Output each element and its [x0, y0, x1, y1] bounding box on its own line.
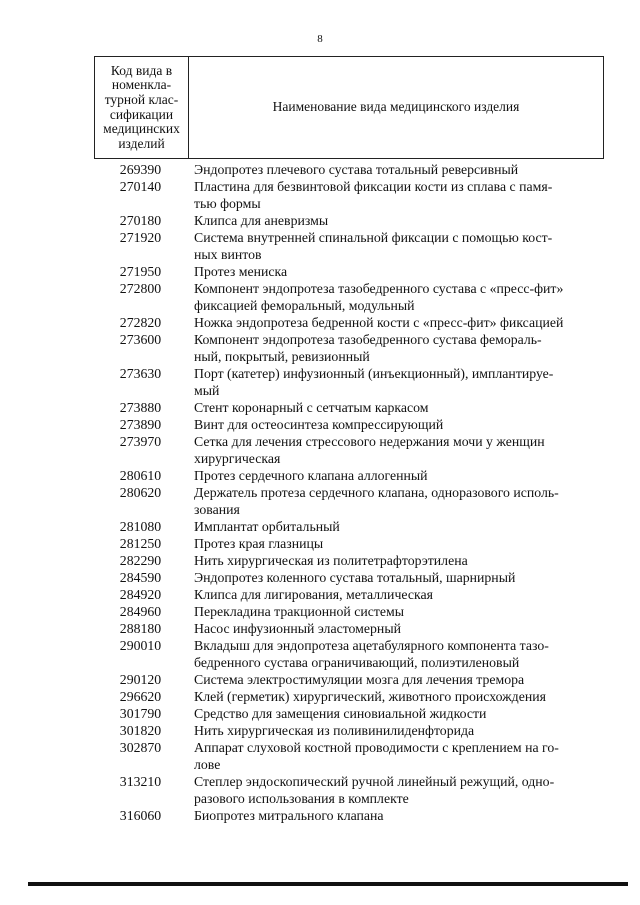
table-row: [94, 722, 604, 739]
code-header-line: номенкла-: [111, 77, 172, 93]
device-code: 269390: [119, 162, 162, 177]
table-row: [94, 671, 604, 688]
device-code: 273600: [119, 332, 162, 347]
table-row: [94, 399, 604, 416]
device-name: [187, 688, 604, 705]
table-row: [94, 314, 604, 331]
device-name: [187, 161, 604, 178]
table-row: [94, 416, 604, 433]
device-name-line: Перекладина тракционной системы: [194, 604, 405, 619]
table-row: [94, 637, 604, 671]
device-name-line: Компонент эндопротеза тазобедренного сустава фемораль-: [194, 332, 542, 347]
device-name: [187, 722, 604, 739]
table-row: [94, 467, 604, 484]
device-name: [187, 620, 604, 637]
device-name-line: Держатель протеза сердечного клапана, одноразового исполь-: [194, 485, 559, 500]
device-name: [187, 433, 604, 467]
code-header-line: сификации: [109, 106, 174, 122]
device-name-line: разового использования в комплекте: [194, 791, 409, 806]
device-name: [187, 365, 604, 399]
device-name-line: Клей (герметик) хирургический, животного происхождения: [194, 689, 546, 704]
table-row: [94, 569, 604, 586]
table-row: [94, 365, 604, 399]
table-header: [94, 56, 604, 159]
table-row: [94, 331, 604, 365]
device-name-line: Клипса для лигирования, металлическая: [194, 587, 433, 602]
device-code: 288180: [119, 621, 162, 636]
device-name-line: ный, покрытый, ревизионный: [194, 349, 370, 364]
device-name-line: Аппарат слуховой костной проводимости с креплением на го-: [194, 740, 559, 755]
table-row: [94, 603, 604, 620]
device-name: [187, 280, 604, 314]
table-row: [94, 161, 604, 178]
table-row: [94, 535, 604, 552]
table-row: [94, 586, 604, 603]
device-name-line: Нить хирургическая из политетрафторэтилена: [194, 553, 468, 568]
device-name-line: мый: [194, 383, 220, 398]
device-code: 270180: [119, 213, 162, 228]
device-name-line: Пластина для безвинтовой фиксации кости из сплава с памя-: [194, 179, 553, 194]
device-name-line: хирургическая: [194, 451, 281, 466]
device-name-line: Нить хирургическая из поливинилиденфторида: [194, 723, 475, 738]
device-code: 296620: [119, 689, 162, 704]
device-code: 270140: [119, 179, 162, 194]
table-row: [94, 807, 604, 824]
device-code: 301790: [119, 706, 162, 721]
device-name: [187, 586, 604, 603]
table-row: [94, 705, 604, 722]
device-code: 301820: [119, 723, 162, 738]
device-name-line: Вкладыш для эндопротеза ацетабулярного компонента тазо-: [194, 638, 549, 653]
table-row: [94, 688, 604, 705]
device-name: [187, 807, 604, 824]
code-header-line: изделий: [118, 135, 165, 151]
table-row: [94, 739, 604, 773]
device-name: [187, 705, 604, 722]
device-name: [187, 263, 604, 280]
table-row: [94, 620, 604, 637]
code-column-header: [95, 57, 189, 159]
device-code: 282290: [119, 553, 162, 568]
device-name: [187, 552, 604, 569]
table-row: [94, 518, 604, 535]
device-code: 273970: [119, 434, 162, 449]
device-name-line: Винт для остеосинтеза компрессирующий: [194, 417, 444, 432]
device-code: 313210: [119, 774, 162, 789]
device-name: [187, 569, 604, 586]
table-row: [94, 280, 604, 314]
device-name-line: Степлер эндоскопический ручной линейный режущий, одно-: [194, 774, 555, 789]
device-code: 284960: [119, 604, 162, 619]
table-row: [94, 552, 604, 569]
device-name: [187, 484, 604, 518]
device-name-line: Протез края глазницы: [194, 536, 324, 551]
table-row: [94, 773, 604, 807]
device-name: [187, 229, 604, 263]
device-list: [94, 161, 604, 824]
device-name-line: Имплантат орбитальный: [194, 519, 340, 534]
device-name-line: лове: [194, 757, 221, 772]
device-code: 273630: [119, 366, 162, 381]
table-row: [94, 484, 604, 518]
bottom-rule: [28, 882, 628, 886]
device-name: [187, 178, 604, 212]
device-name: [187, 314, 604, 331]
device-code: 302870: [119, 740, 162, 755]
device-name-line: тью формы: [194, 196, 261, 211]
device-name: [187, 671, 604, 688]
device-code: 290120: [119, 672, 162, 687]
device-code: 272820: [119, 315, 162, 330]
code-header-line: Код вида в: [110, 62, 173, 78]
device-code: 272800: [119, 281, 162, 296]
table-row: [94, 433, 604, 467]
device-name-line: Система электростимуляции мозга для лечения тремора: [194, 672, 525, 687]
device-code: 271950: [119, 264, 162, 279]
device-name-line: фиксацией феморальный, модульный: [194, 298, 415, 313]
device-name-line: Сетка для лечения стрессового недержания мочи у женщин: [194, 434, 545, 449]
table-row: [94, 263, 604, 280]
device-code: 281250: [119, 536, 162, 551]
page-number: 8: [317, 33, 323, 45]
device-name: [187, 467, 604, 484]
device-name: [187, 535, 604, 552]
device-name: [187, 518, 604, 535]
device-code: 271920: [119, 230, 162, 245]
device-code: 280620: [119, 485, 162, 500]
device-name-line: бедренного сустава ограничивающий, полиэтиленовый: [194, 655, 520, 670]
device-name: [187, 212, 604, 229]
name-column-header: Наименование вида медицинского изделия: [189, 57, 604, 159]
device-code: 316060: [119, 808, 162, 823]
device-name: [187, 399, 604, 416]
device-code: 273890: [119, 417, 162, 432]
device-code: 281080: [119, 519, 162, 534]
device-name: [187, 331, 604, 365]
device-name: [187, 416, 604, 433]
device-name-line: Стент коронарный с сетчатым каркасом: [194, 400, 429, 415]
table-row: [94, 178, 604, 212]
code-header-line: турной клас-: [104, 91, 179, 107]
device-name-line: Ножка эндопротеза бедренной кости с «пресс-фит» фиксацией: [194, 315, 564, 330]
device-code: 290010: [119, 638, 162, 653]
device-code: 273880: [119, 400, 162, 415]
device-name-line: Эндопротез коленного сустава тотальный, шарнирный: [194, 570, 516, 585]
device-name-line: Эндопротез плечевого сустава тотальный реверсивный: [194, 162, 519, 177]
device-name-line: Биопротез митрального клапана: [194, 808, 384, 823]
table-row: [94, 229, 604, 263]
device-name: [187, 603, 604, 620]
device-name-line: Насос инфузионный эластомерный: [194, 621, 401, 636]
device-name: [187, 773, 604, 807]
device-name-line: Порт (катетер) инфузионный (инъекционный), имплантируе-: [194, 366, 554, 381]
device-code: 284590: [119, 570, 162, 585]
device-name-line: Средство для замещения синовиальной жидкости: [194, 706, 487, 721]
device-code: 280610: [119, 468, 162, 483]
device-name-line: Система внутренней спинальной фиксации с помощью кост-: [194, 230, 553, 245]
device-name-line: Протез мениска: [194, 264, 288, 279]
code-header-line: медицинских: [103, 121, 180, 137]
device-name-line: Протез сердечного клапана аллогенный: [194, 468, 428, 483]
device-name-line: ных винтов: [194, 247, 262, 262]
device-name: [187, 637, 604, 671]
device-code: 284920: [119, 587, 162, 602]
table-row: [94, 212, 604, 229]
device-name: [187, 739, 604, 773]
device-name-line: Компонент эндопротеза тазобедренного сустава с «пресс-фит»: [194, 281, 564, 296]
device-name-line: Клипса для аневризмы: [194, 213, 329, 228]
device-name-line: зования: [194, 502, 240, 517]
